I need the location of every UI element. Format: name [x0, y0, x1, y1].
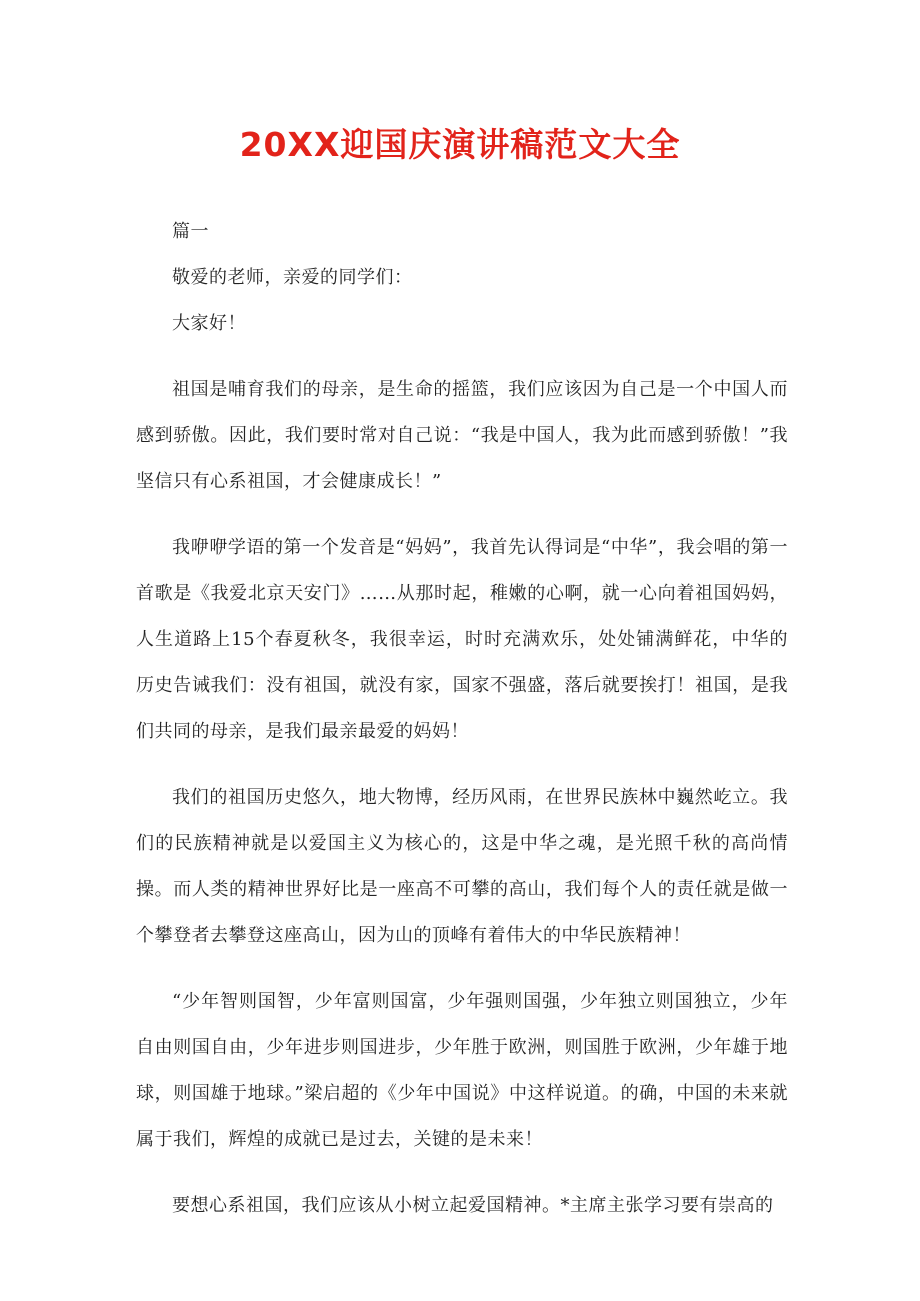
greeting-line: 敬爱的老师，亲爱的同学们：: [172, 267, 413, 288]
document-title: 20XX迎国庆演讲稿范文大全: [239, 125, 681, 164]
paragraph: 要想心系祖国，我们应该从小树立起爱国精神。*主席主张学习要有崇高的: [172, 1195, 774, 1216]
hello-line: 大家好！: [172, 313, 246, 334]
paragraph: 祖国是哺育我们的母亲，是生命的摇篮，我们应该因为自己是一个中国人而感到骄傲。因此，我们要时常对自己说：“我是中国人，我为此而感到骄傲！”我坚信只有心系祖国，才会健康成长！”: [136, 379, 788, 492]
section-heading: 篇一: [172, 221, 209, 242]
paragraph: 我咿咿学语的第一个发音是“妈妈”，我首先认得词是“中华”，我会唱的第一首歌是《我爱北京天安门》……从那时起，稚嫩的心啊，就一心向着祖国妈妈，人生道路上15个春夏秋冬，我很幸运，时时充满欢乐，处处铺满鲜花，中华的历史告诫我们：没有祖国，就没有家，国家不强盛，落后就要挨打！祖国，是我们共同的母亲，是我们最亲最爱的妈妈！: [136, 537, 788, 742]
document-body: [136, 209, 788, 1249]
paragraph: 我们的祖国历史悠久，地大物博，经历风雨，在世界民族林中巍然屹立。我们的民族精神就是以爱国主义为核心的，这是中华之魂，是光照千秋的高尚情操。而人类的精神世界好比是一座高不可攀的高山，我们每个人的责任就是做一个攀登者去攀登这座高山，因为山的顶峰有着伟大的中华民族精神！: [136, 787, 788, 946]
paragraph: “少年智则国智，少年富则国富，少年强则国强，少年独立则国独立，少年自由则国自由，少年进步则国进步，少年胜于欧洲，则国胜于欧洲，少年雄于地球，则国雄于地球。”梁启超的《少年中国说》中这样说道。的确，中国的未来就属于我们，辉煌的成就已是过去，关键的是未来！: [136, 991, 788, 1150]
